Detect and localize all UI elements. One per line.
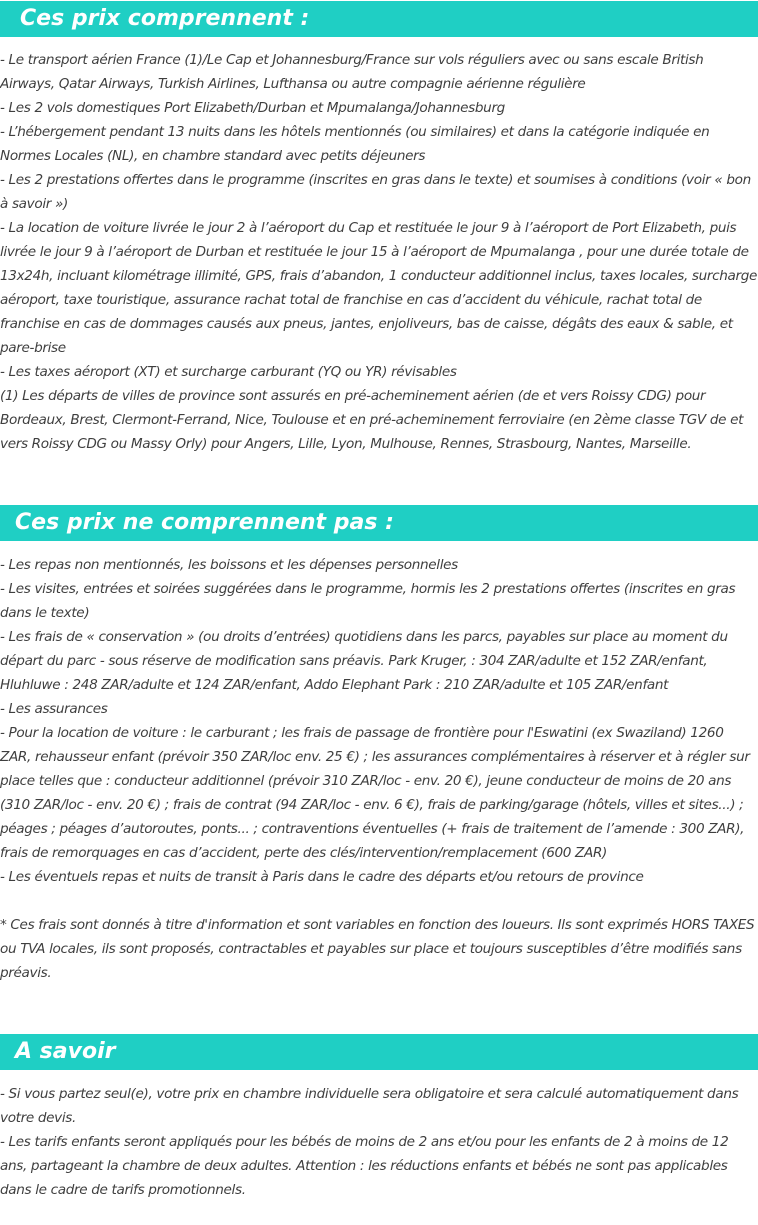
section-title-good-to-know: A savoir [15, 1039, 116, 1064]
section-title-not-included: Ces prix ne comprennent pas : [15, 510, 394, 535]
list-item: - Les frais de « conservation » (ou droits d’entrées) quotidiens dans les parcs, payables sur place au moment du départ du parc - sous réserve de modification sans préavis. Park Kruger, : 304 ZAR/adulte et 152 ZAR/enfant, Hluhluwe : 248 ZAR/adulte et 124 ZAR/enfant, Addo Elephant Park : 210 ZAR/adulte et 105 ZAR/enfant [0, 629, 728, 693]
list-item: - Les éventuels repas et nuits de transit à Paris dans le cadre des départs et/ou retours de province [0, 869, 644, 885]
list-item: - La location de voiture livrée le jour 2 à l’aéroport du Cap et restituée le jour 9 à l’aéroport de Port Elizabeth, puis livrée le jour 9 à l’aéroport de Durban et restituée le jour 15 à l’aéroport de Mpumalanga , pour une durée totale de 13x24h, incluant kilométrage illimité, GPS, frais d’abandon, 1 conducteur additionnel inclus, taxes locales, surcharge aéroport, taxe touristique, assurance rachat total de franchise en cas d’accident du véhicule, rachat total de franchise en cas de dommages causés aux pneus, jantes, enjoliveurs, bas de caisse, dégâts des eaux & sable, et pare-brise [0, 220, 758, 356]
list-item: - Les 2 prestations offertes dans le programme (inscrites en gras dans le texte) et soumises à conditions (voir « bon à savoir ») [0, 172, 751, 212]
section-header-included [0, 1, 758, 37]
list-item: - Les tarifs enfants seront appliqués pour les bébés de moins de 2 ans et/ou pour les enfants de 2 à moins de 12 ans, partageant la chambre de deux adultes. Attention : les réductions enfants et bébés ne sont pas applicables dans le cadre de tarifs promotionnels. [0, 1134, 729, 1198]
list-item: - Les visites, entrées et soirées suggérées dans le programme, hormis les 2 prestations offertes (inscrites en gras dans le texte) [0, 581, 736, 621]
section-header-not-included [0, 505, 758, 541]
section-body-good-to-know [0, 1082, 758, 1202]
list-item: - Les taxes aéroport (XT) et surcharge carburant (YQ ou YR) révisables [0, 364, 457, 380]
list-item: - Si vous partez seul(e), votre prix en chambre individuelle sera obligatoire et sera calculé automatiquement dans votre devis. [0, 1086, 739, 1126]
section-header-good-to-know [0, 1034, 758, 1070]
list-item: - Les 2 vols domestiques Port Elizabeth/Durban et Mpumalanga/Johannesburg [0, 100, 505, 116]
list-item: - Le transport aérien France (1)/Le Cap et Johannesburg/France sur vols réguliers avec ou sans escale British Airways, Qatar Airways, Turkish Airlines, Lufthansa ou autre compagnie aérienne régulière [0, 52, 704, 92]
list-item: - Pour la location de voiture : le carburant ; les frais de passage de frontière pour l'Eswatini (ex Swaziland) 1260 ZAR, rehausseur enfant (prévoir 350 ZAR/loc env. 25 €) ; les assurances complémentaires à réserver et à régler sur place telles que : conducteur additionnel (prévoir 310 ZAR/loc - env. 20 €), jeune conducteur de moins de 20 ans (310 ZAR/loc - env. 20 €) ; frais de contrat (94 ZAR/loc - env. 6 €), frais de parking/garage (hôtels, villes et sites...) ; péages ; péages d’autoroutes, ponts... ; contraventions éventuelles (+ frais de traitement de l’amende : 300 ZAR), frais de remorquages en cas d’accident, perte des clés/intervention/remplacement (600 ZAR) [0, 725, 750, 861]
list-item: - Les assurances [0, 701, 108, 717]
section-title-included: Ces prix comprennent : [20, 6, 310, 31]
note-fees: * Ces frais sont donnés à titre d'information et sont variables en fonction des loueurs. Ils sont exprimés HORS TAXES ou TVA locales, ils sont proposés, contractables et payables sur place et toujours susceptibles d’être modifiés sans préavis. [0, 917, 755, 981]
list-item: - L’hébergement pendant 13 nuits dans les hôtels mentionnés (ou similaires) et dans la catégorie indiquée en Normes Locales (NL), en chambre standard avec petits déjeuners [0, 124, 710, 164]
section-body-included [0, 48, 758, 456]
list-item: - Les repas non mentionnés, les boissons et les dépenses personnelles [0, 557, 458, 573]
section-body-not-included [0, 553, 758, 985]
footnote-departures: (1) Les départs de villes de province sont assurés en pré-acheminement aérien (de et vers Roissy CDG) pour Bordeaux, Brest, Clermont-Ferrand, Nice, Toulouse et en pré-acheminement ferroviaire (en 2ème classe TGV de et vers Roissy CDG ou Massy Orly) pour Angers, Lille, Lyon, Mulhouse, Rennes, Strasbourg, Nantes, Marseille. [0, 388, 744, 452]
